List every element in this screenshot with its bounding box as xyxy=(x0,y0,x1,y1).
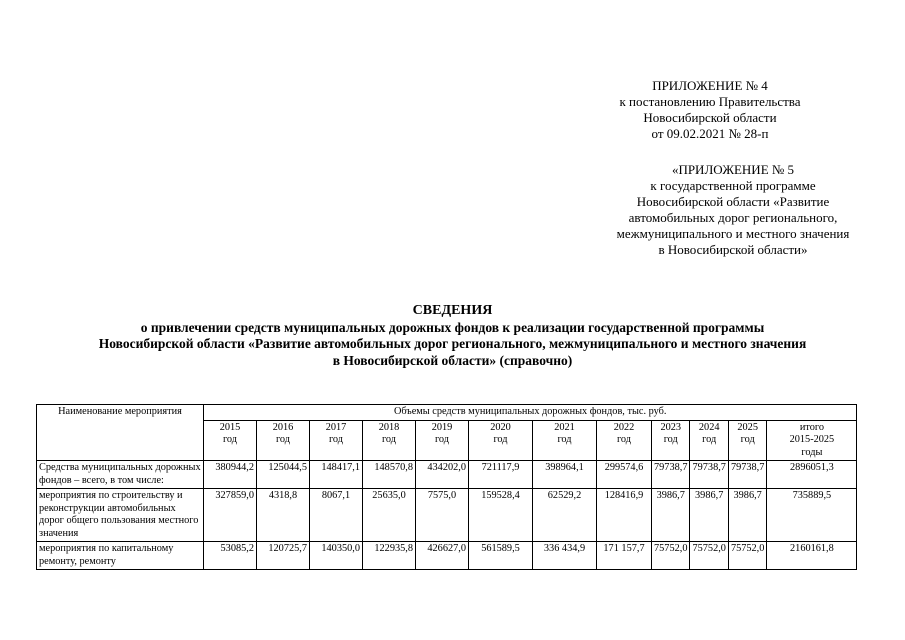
title-main: СВЕДЕНИЯ xyxy=(412,303,493,318)
row-value: 75752,0 xyxy=(652,542,690,570)
row-value: 7575,0 xyxy=(416,489,469,542)
total-header: итого 2015-2025 годы xyxy=(767,420,857,461)
row-value: 721117,9 xyxy=(469,461,533,489)
title-line: в Новосибирской области» (справочно) xyxy=(332,352,573,368)
row-total: 2896051,3 xyxy=(767,461,857,489)
year-header: 2021 год xyxy=(533,420,597,461)
row-value: 75752,0 xyxy=(690,542,728,570)
row-value: 561589,5 xyxy=(469,542,533,570)
appendix-5-line: к государственной программе xyxy=(650,178,816,193)
row-value: 4318,8 xyxy=(257,489,310,542)
appendix-4-line: от 09.02.2021 № 28-п xyxy=(651,126,769,141)
funds-table xyxy=(36,404,857,570)
name-column-header: Наименование мероприятия xyxy=(37,405,204,461)
row-value: 148417,1 xyxy=(310,461,363,489)
title-line: о привлечении средств муниципальных дорожных фондов к реализации государственной программы xyxy=(140,319,765,335)
appendix-5-line: Новосибирской области «Развитие xyxy=(636,194,830,209)
row-value: 53085,2 xyxy=(204,542,257,570)
row-value: 8067,1 xyxy=(310,489,363,542)
row-total: 2160161,8 xyxy=(767,542,857,570)
table-row xyxy=(37,489,857,542)
row-value: 398964,1 xyxy=(533,461,597,489)
row-value: 159528,4 xyxy=(469,489,533,542)
row-name: Средства муниципальных дорожных фондов – всего, в том числе: xyxy=(37,461,204,489)
volume-column-header: Объемы средств муниципальных дорожных фондов, тыс. руб. xyxy=(204,405,857,421)
row-value: 148570,8 xyxy=(363,461,416,489)
appendix-5-line: межмуниципального и местного значения xyxy=(616,226,850,241)
appendix-4-line: Новосибирской области xyxy=(643,110,777,125)
year-header: 2025 год xyxy=(728,420,766,461)
row-value: 380944,2 xyxy=(204,461,257,489)
document-title xyxy=(0,303,905,369)
row-value: 336 434,9 xyxy=(533,542,597,570)
row-value: 62529,2 xyxy=(533,489,597,542)
year-header: 2022 год xyxy=(597,420,652,461)
appendix-5-line: автомобильных дорог регионального, xyxy=(628,210,838,225)
year-header: 2018 год xyxy=(363,420,416,461)
row-value: 79738,7 xyxy=(652,461,690,489)
table-row xyxy=(37,461,857,489)
row-name: мероприятия по капитальному ремонту, ремонту xyxy=(37,542,204,570)
row-value: 125044,5 xyxy=(257,461,310,489)
table-header-row xyxy=(37,405,857,421)
year-header: 2016 год xyxy=(257,420,310,461)
row-value: 171 157,7 xyxy=(597,542,652,570)
row-value: 122935,8 xyxy=(363,542,416,570)
appendix-5-line: «ПРИЛОЖЕНИЕ № 5 xyxy=(671,162,795,177)
row-value: 140350,0 xyxy=(310,542,363,570)
appendix-4-line: к постановлению Правительства xyxy=(619,94,801,109)
year-header: 2019 год xyxy=(416,420,469,461)
row-name: мероприятия по строительству и реконструкции автомобильных дорог общего пользования местного значения xyxy=(37,489,204,542)
row-total: 735889,5 xyxy=(767,489,857,542)
appendix-5-line: в Новосибирской области» xyxy=(658,242,808,257)
year-header: 2015 год xyxy=(204,420,257,461)
year-header: 2024 год xyxy=(690,420,728,461)
row-value: 25635,0 xyxy=(363,489,416,542)
row-value: 3986,7 xyxy=(652,489,690,542)
row-value: 120725,7 xyxy=(257,542,310,570)
table-row xyxy=(37,542,857,570)
row-value: 3986,7 xyxy=(690,489,728,542)
row-value: 79738,7 xyxy=(728,461,766,489)
row-value: 128416,9 xyxy=(597,489,652,542)
appendix-4-header xyxy=(590,78,830,142)
row-value: 79738,7 xyxy=(690,461,728,489)
row-value: 299574,6 xyxy=(597,461,652,489)
row-value: 75752,0 xyxy=(728,542,766,570)
row-value: 426627,0 xyxy=(416,542,469,570)
year-header: 2023 год xyxy=(652,420,690,461)
year-header: 2020 год xyxy=(469,420,533,461)
row-value: 434202,0 xyxy=(416,461,469,489)
appendix-5-header xyxy=(588,162,878,258)
appendix-4-line: ПРИЛОЖЕНИЕ № 4 xyxy=(652,78,768,93)
title-line: Новосибирской области «Развитие автомобильных дорог регионального, межмуниципального и местного значения xyxy=(98,336,807,351)
row-value: 3986,7 xyxy=(728,489,766,542)
row-value: 327859,0 xyxy=(204,489,257,542)
year-header: 2017 год xyxy=(310,420,363,461)
